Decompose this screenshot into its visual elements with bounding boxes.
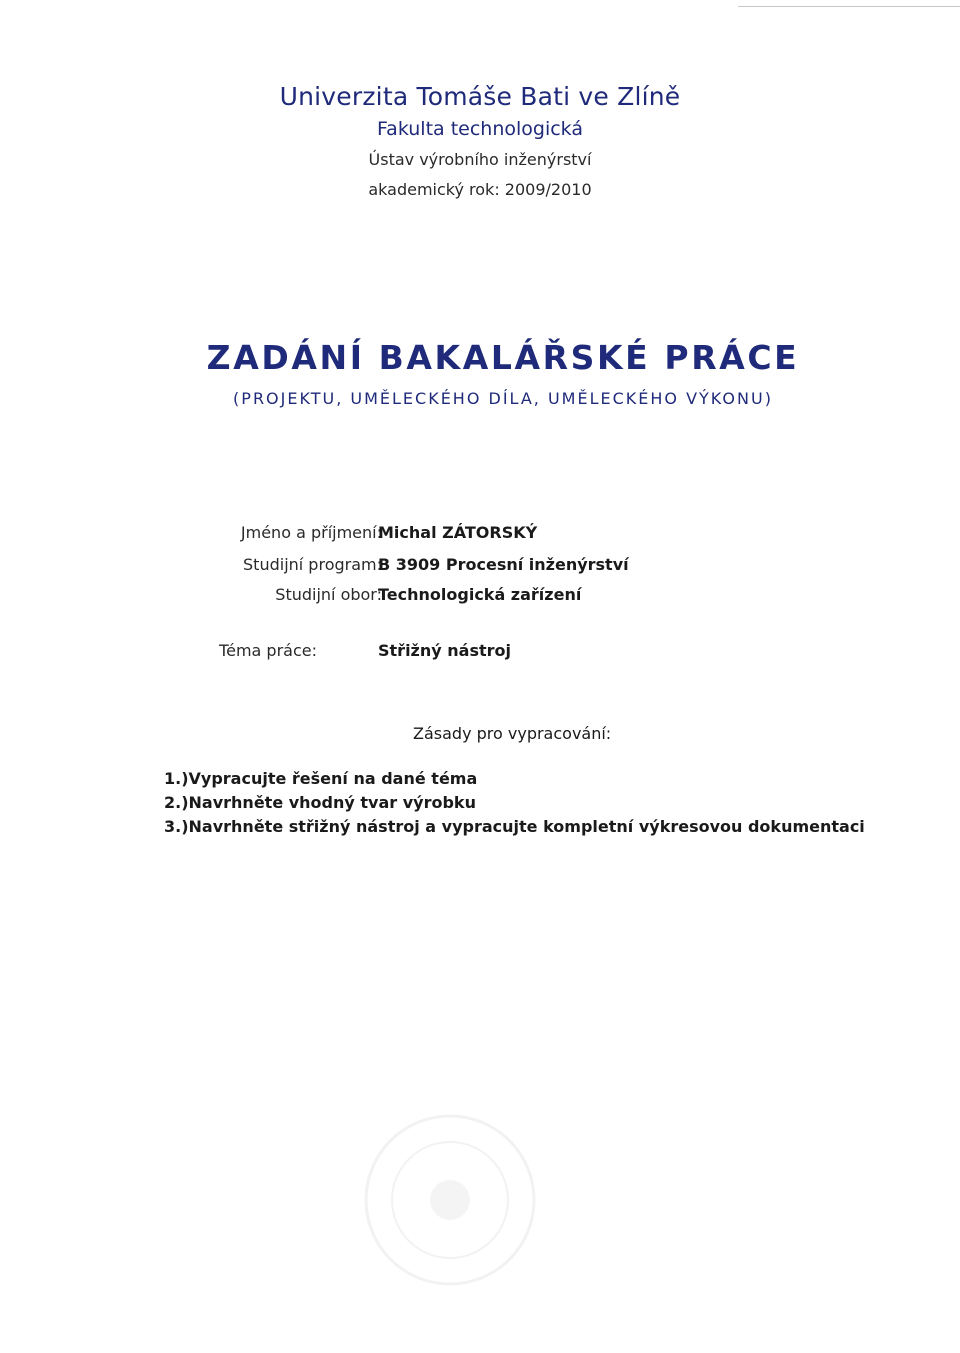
- scan-artifact-line: [738, 6, 960, 7]
- field-label: Jméno a příjmení:: [240, 523, 382, 542]
- document-subtitle: (PROJEKTU, UMĚLECKÉHO DÍLA, UMĚLECKÉHO VÝKONU): [233, 389, 773, 408]
- field-value-student-name: Michal ZÁTORSKÝ: [378, 523, 538, 542]
- field-value-program: B 3909 Procesní inženýrství: [378, 555, 629, 574]
- institute-name: Ústav výrobního inženýrství: [368, 150, 592, 169]
- field-label: Studijní obor:: [275, 585, 382, 604]
- faculty-name: Fakulta technologická: [377, 118, 583, 140]
- faded-seal-stamp: [360, 1110, 540, 1290]
- field-value-topic: Střižný nástroj: [378, 641, 511, 660]
- principle-item: 1.)Vypracujte řešení na dané téma: [164, 769, 478, 788]
- academic-year: akademický rok: 2009/2010: [368, 180, 592, 199]
- principle-item: 3.)Navrhněte střižný nástroj a vypracujte kompletní výkresovou dokumentaci: [164, 817, 865, 836]
- field-label: Studijní program:: [243, 555, 382, 574]
- principle-item: 2.)Navrhněte vhodný tvar výrobku: [164, 793, 476, 812]
- principles-list: [164, 767, 865, 839]
- principles-heading: Zásady pro vypracování:: [413, 724, 612, 743]
- document-title: ZADÁNÍ BAKALÁŘSKÉ PRÁCE: [206, 338, 800, 377]
- field-value-field-of-study: Technologická zařízení: [378, 585, 582, 604]
- university-name: Univerzita Tomáše Bati ve Zlíně: [279, 82, 681, 111]
- field-label: Téma práce:: [219, 641, 317, 660]
